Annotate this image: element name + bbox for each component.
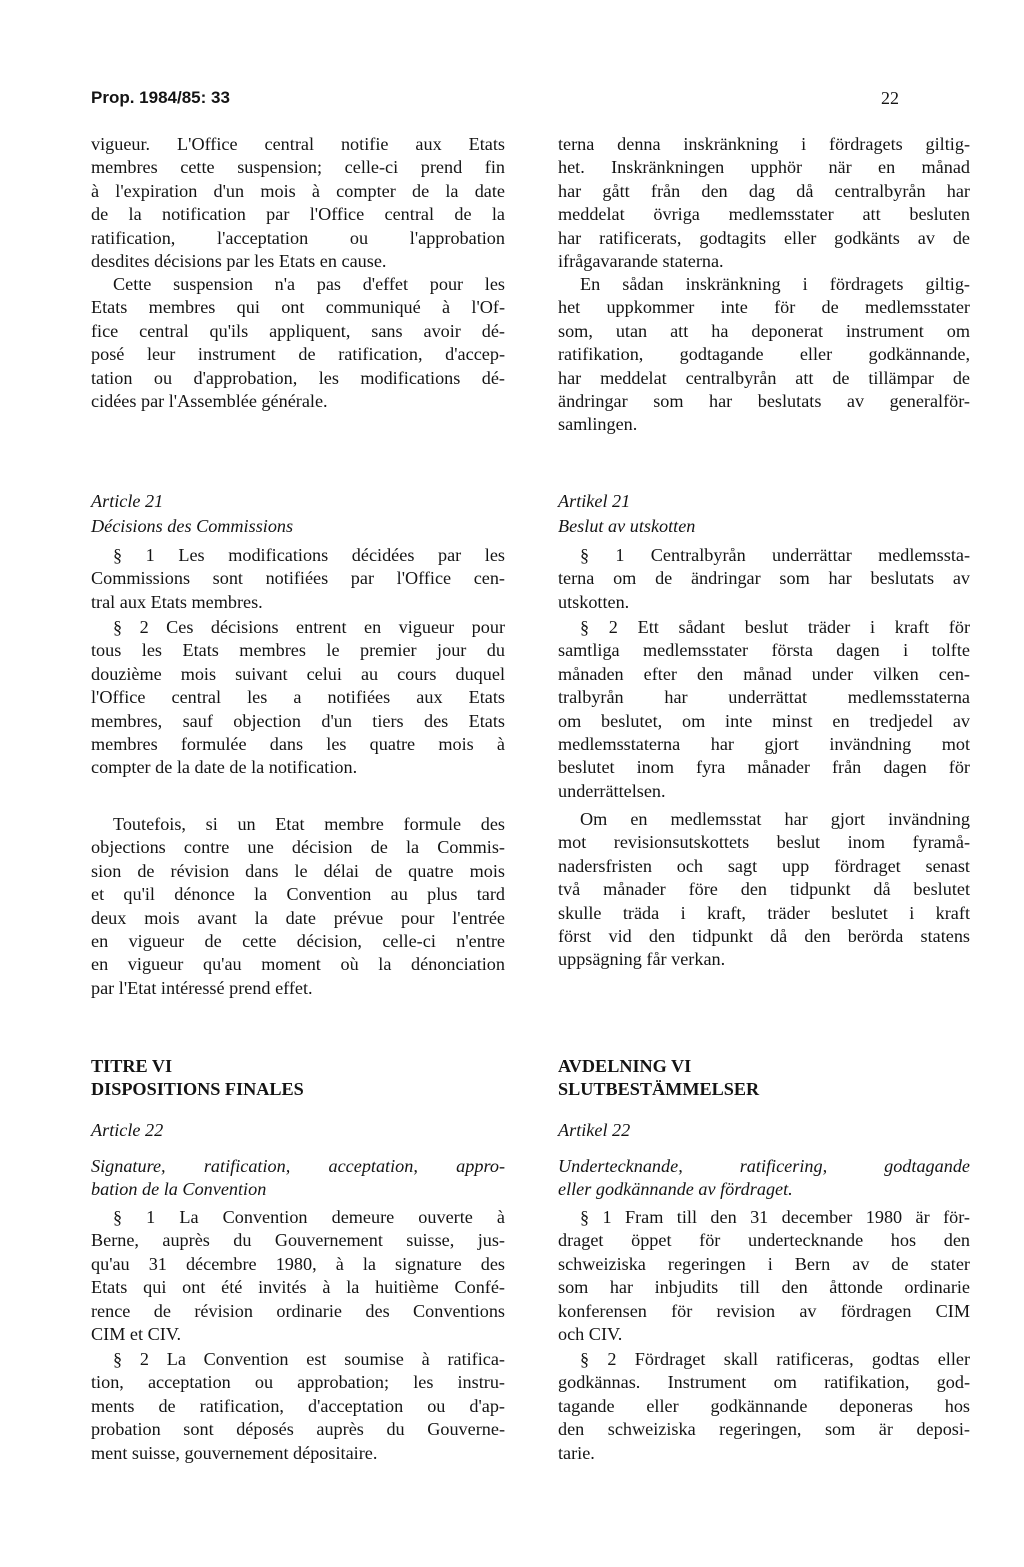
text-line: sion de révision dans le délai de quatre mois <box>91 860 505 881</box>
article-21-paragraph-1 <box>91 544 505 614</box>
text-line: § 1 Fram till den 31 december 1980 är för- <box>580 1207 970 1227</box>
title-number: AVDELNING VI <box>558 1056 692 1076</box>
text-line: l'Office central les a notifiées aux Etats <box>91 687 505 708</box>
text-line: Om en medlemsstat har gjort invändning <box>580 809 970 829</box>
text-line: först vid den tidpunkt då den berörda statens <box>558 926 970 947</box>
text-line: som har inbjudits till den åttonde ordinarie <box>558 1277 970 1298</box>
artikel-21-paragraph-1 <box>558 544 970 614</box>
artikel-22-block <box>558 1119 970 1142</box>
article-title: Article 21 <box>91 491 164 511</box>
text-line: månaden efter den månad under vilken cen- <box>558 663 970 684</box>
text-line: underrättelsen. <box>558 780 666 801</box>
text-line: bation de la Convention <box>91 1179 267 1200</box>
text-line: två månader före den tidpunkt då beslutet <box>558 879 970 900</box>
text-line: medlemsstaterna har gjort invändning mot <box>558 734 970 755</box>
text-line: objections contre une décision de la Commis- <box>91 837 505 858</box>
title-name: DISPOSITIONS FINALES <box>91 1079 304 1100</box>
text-line: Commissions sont notifiées par l'Office cen- <box>91 568 505 589</box>
text-line: § 1 Centralbyrån underrättar medlemssta- <box>580 545 970 565</box>
artikel-21-paragraph-2 <box>558 616 970 803</box>
text-line: samtliga medlemsstater första dagen i tolfte <box>558 640 970 661</box>
text-line: samlingen. <box>558 414 638 435</box>
text-line: godkännas. Instrument om ratifikation, god- <box>558 1372 970 1393</box>
text-line: tion, acceptation ou approbation; les instru- <box>91 1372 505 1393</box>
title-number: TITRE VI <box>91 1056 173 1076</box>
text-line: ändringar som har beslutats av generalför- <box>558 391 970 412</box>
text-line: Toutefois, si un Etat membre formule des <box>113 814 505 834</box>
text-line: posé leur instrument de ratification, d'accep- <box>91 344 505 365</box>
article-title: Artikel 22 <box>558 1120 631 1140</box>
title-name: SLUTBESTÄMMELSER <box>558 1079 760 1100</box>
text-line: den schweiziska regeringen, som är deposi- <box>558 1419 970 1440</box>
text-line: draget öppet för undertecknande hos den <box>558 1230 970 1251</box>
article-subtitle: Décisions des Commissions <box>91 516 294 537</box>
paragraph-continuation <box>558 133 970 273</box>
paragraph-continuation <box>91 133 505 273</box>
article-21-paragraph-3 <box>91 813 505 1000</box>
text-line: Etats qui ont été invités à la huitième Confé- <box>91 1277 505 1298</box>
artikel-22-paragraph-2 <box>558 1348 970 1465</box>
text-line: et qu'il dénonce la Convention au plus tard <box>91 884 505 905</box>
text-line: vigueur. L'Office central notifie aux Etats <box>91 134 505 154</box>
text-line: Etats membres qui ont communiqué à l'Of- <box>91 297 505 318</box>
text-line: tral aux Etats membres. <box>91 591 263 612</box>
text-line: En sådan inskränkning i fördragets giltig- <box>580 274 970 294</box>
article-22-paragraph-1 <box>91 1206 505 1346</box>
text-line: har ratificerats, godtagits eller godkänts av de <box>558 227 970 248</box>
text-line: terna denna inskränkning i fördragets giltig- <box>558 134 970 154</box>
text-line: har meddelat centralbyrån att de tillämpar de <box>558 367 970 388</box>
article-22-block <box>91 1119 505 1142</box>
text-line: ratification, l'acceptation ou l'approbation <box>91 227 505 248</box>
text-line: ment suisse, gouvernement dépositaire. <box>91 1442 378 1463</box>
text-line: en vigueur qu'au moment où la dénonciation <box>91 954 505 975</box>
text-line: CIM et CIV. <box>91 1324 182 1345</box>
proposition-reference: Prop. 1984/85: 33 <box>91 88 230 107</box>
text-line: compter de la date de la notification. <box>91 757 358 778</box>
text-line: Undertecknande, ratificering, godtagande <box>558 1156 970 1176</box>
text-line: mot revisionsutskottets beslut inom fyramå- <box>558 832 970 853</box>
text-line: membres formulée dans les quatre mois à <box>91 734 505 755</box>
text-line: Signature, ratification, acceptation, appro- <box>91 1156 505 1176</box>
artikel-21-paragraph-3 <box>558 808 970 972</box>
text-line: ifrågavarande staterna. <box>558 251 724 272</box>
text-line: § 2 Ces décisions entrent en vigueur pour <box>113 617 505 637</box>
text-line: § 2 La Convention est soumise à ratifica- <box>113 1349 505 1369</box>
article-title: Article 22 <box>91 1120 164 1140</box>
text-line: membres, sauf objection d'un tiers des Etats <box>91 710 505 731</box>
artikel-22-paragraph-1 <box>558 1206 970 1346</box>
text-line: desdites décisions par les Etats en cause. <box>91 251 387 272</box>
text-line: tous les Etats membres le premier jour du <box>91 640 505 661</box>
paragraph-inskrankning <box>558 273 970 437</box>
text-line: § 1 La Convention demeure ouverte à <box>113 1207 505 1227</box>
text-line: Cette suspension n'a pas d'effet pour les <box>113 274 505 294</box>
text-line: tarie. <box>558 1442 595 1463</box>
text-line: deux mois avant la date prévue pour l'entrée <box>91 907 505 928</box>
text-line: beslutet inom fyra månader från dagen för <box>558 757 970 778</box>
text-line: terna om de ändringar som har beslutats av <box>558 568 970 589</box>
text-line: en vigueur de cette décision, celle-ci n'entre <box>91 931 505 952</box>
text-line: ments de ratification, d'acceptation ou d'ap- <box>91 1395 505 1416</box>
text-line: konferensen för revision av fördragen CIM <box>558 1300 970 1321</box>
article-subtitle: Beslut av utskotten <box>558 516 696 537</box>
article-21-paragraph-2 <box>91 616 505 780</box>
title-vi-heading <box>91 1055 505 1102</box>
article-22-paragraph-2 <box>91 1348 505 1465</box>
text-line: och CIV. <box>558 1324 623 1345</box>
text-line: utskotten. <box>558 591 630 612</box>
article-22-subtitle <box>91 1155 505 1202</box>
text-line: par l'Etat intéressé prend effet. <box>91 977 313 998</box>
text-line: cidées par l'Assemblée générale. <box>91 391 328 412</box>
paragraph-suspension <box>91 273 505 413</box>
article-title: Artikel 21 <box>558 491 631 511</box>
text-line: § 2 Fördraget skall ratificeras, godtas eller <box>580 1349 970 1369</box>
text-line: har gått från den dag då centralbyrån har <box>558 180 970 201</box>
text-line: nadersfristen och sagt upp fördraget senast <box>558 855 970 876</box>
text-line: ratifikation, godtagande eller godkännande, <box>558 344 970 365</box>
avdelning-vi-heading <box>558 1055 970 1102</box>
text-line: meddelat övriga medlemsstater att besluten <box>558 204 970 225</box>
text-line: membres cette suspension; celle-ci prend fin <box>91 157 505 178</box>
artikel-21-block <box>558 490 970 539</box>
text-line: à l'expiration d'un mois à compter de la date <box>91 180 505 201</box>
text-line: fice central qu'ils appliquent, sans avoir dé- <box>91 320 505 341</box>
text-line: tralbyrån har underrättat medlemsstaterna <box>558 687 970 708</box>
text-line: § 2 Ett sådant beslut träder i kraft för <box>580 617 970 637</box>
text-line: schweiziska regeringen i Bern av de stater <box>558 1253 970 1274</box>
article-21-block <box>91 490 505 539</box>
text-line: Berne, auprès du Gouvernement suisse, jus- <box>91 1230 505 1251</box>
text-line: skulle träda i kraft, träder beslutet i kraft <box>558 902 970 923</box>
text-line: tagande eller godkännande deponeras hos <box>558 1395 970 1416</box>
text-line: § 1 Les modifications décidées par les <box>113 545 505 565</box>
text-line: qu'au 31 décembre 1980, à la signature des <box>91 1253 505 1274</box>
text-line: het uppkommer inte för de medlemsstater <box>558 297 970 318</box>
page-header <box>91 88 944 118</box>
text-line: rence de révision ordinarie des Conventions <box>91 1300 505 1321</box>
text-line: douzième mois suivant celui au cours duquel <box>91 663 505 684</box>
text-line: het. Inskränkningen upphör när en månad <box>558 157 970 178</box>
page-number: 22 <box>881 88 899 108</box>
artikel-22-subtitle <box>558 1155 970 1202</box>
text-line: de la notification par l'Office central de la <box>91 204 505 225</box>
text-line: uppsägning får verkan. <box>558 949 726 970</box>
text-line: probation sont déposés auprès du Gouverne- <box>91 1419 505 1440</box>
text-line: tation ou d'approbation, les modifications dé- <box>91 367 505 388</box>
text-line: eller godkännande av fördraget. <box>558 1179 793 1200</box>
text-line: om beslutet, om inte minst en tredjedel av <box>558 710 970 731</box>
text-line: som, utan att ha deponerat instrument om <box>558 320 970 341</box>
